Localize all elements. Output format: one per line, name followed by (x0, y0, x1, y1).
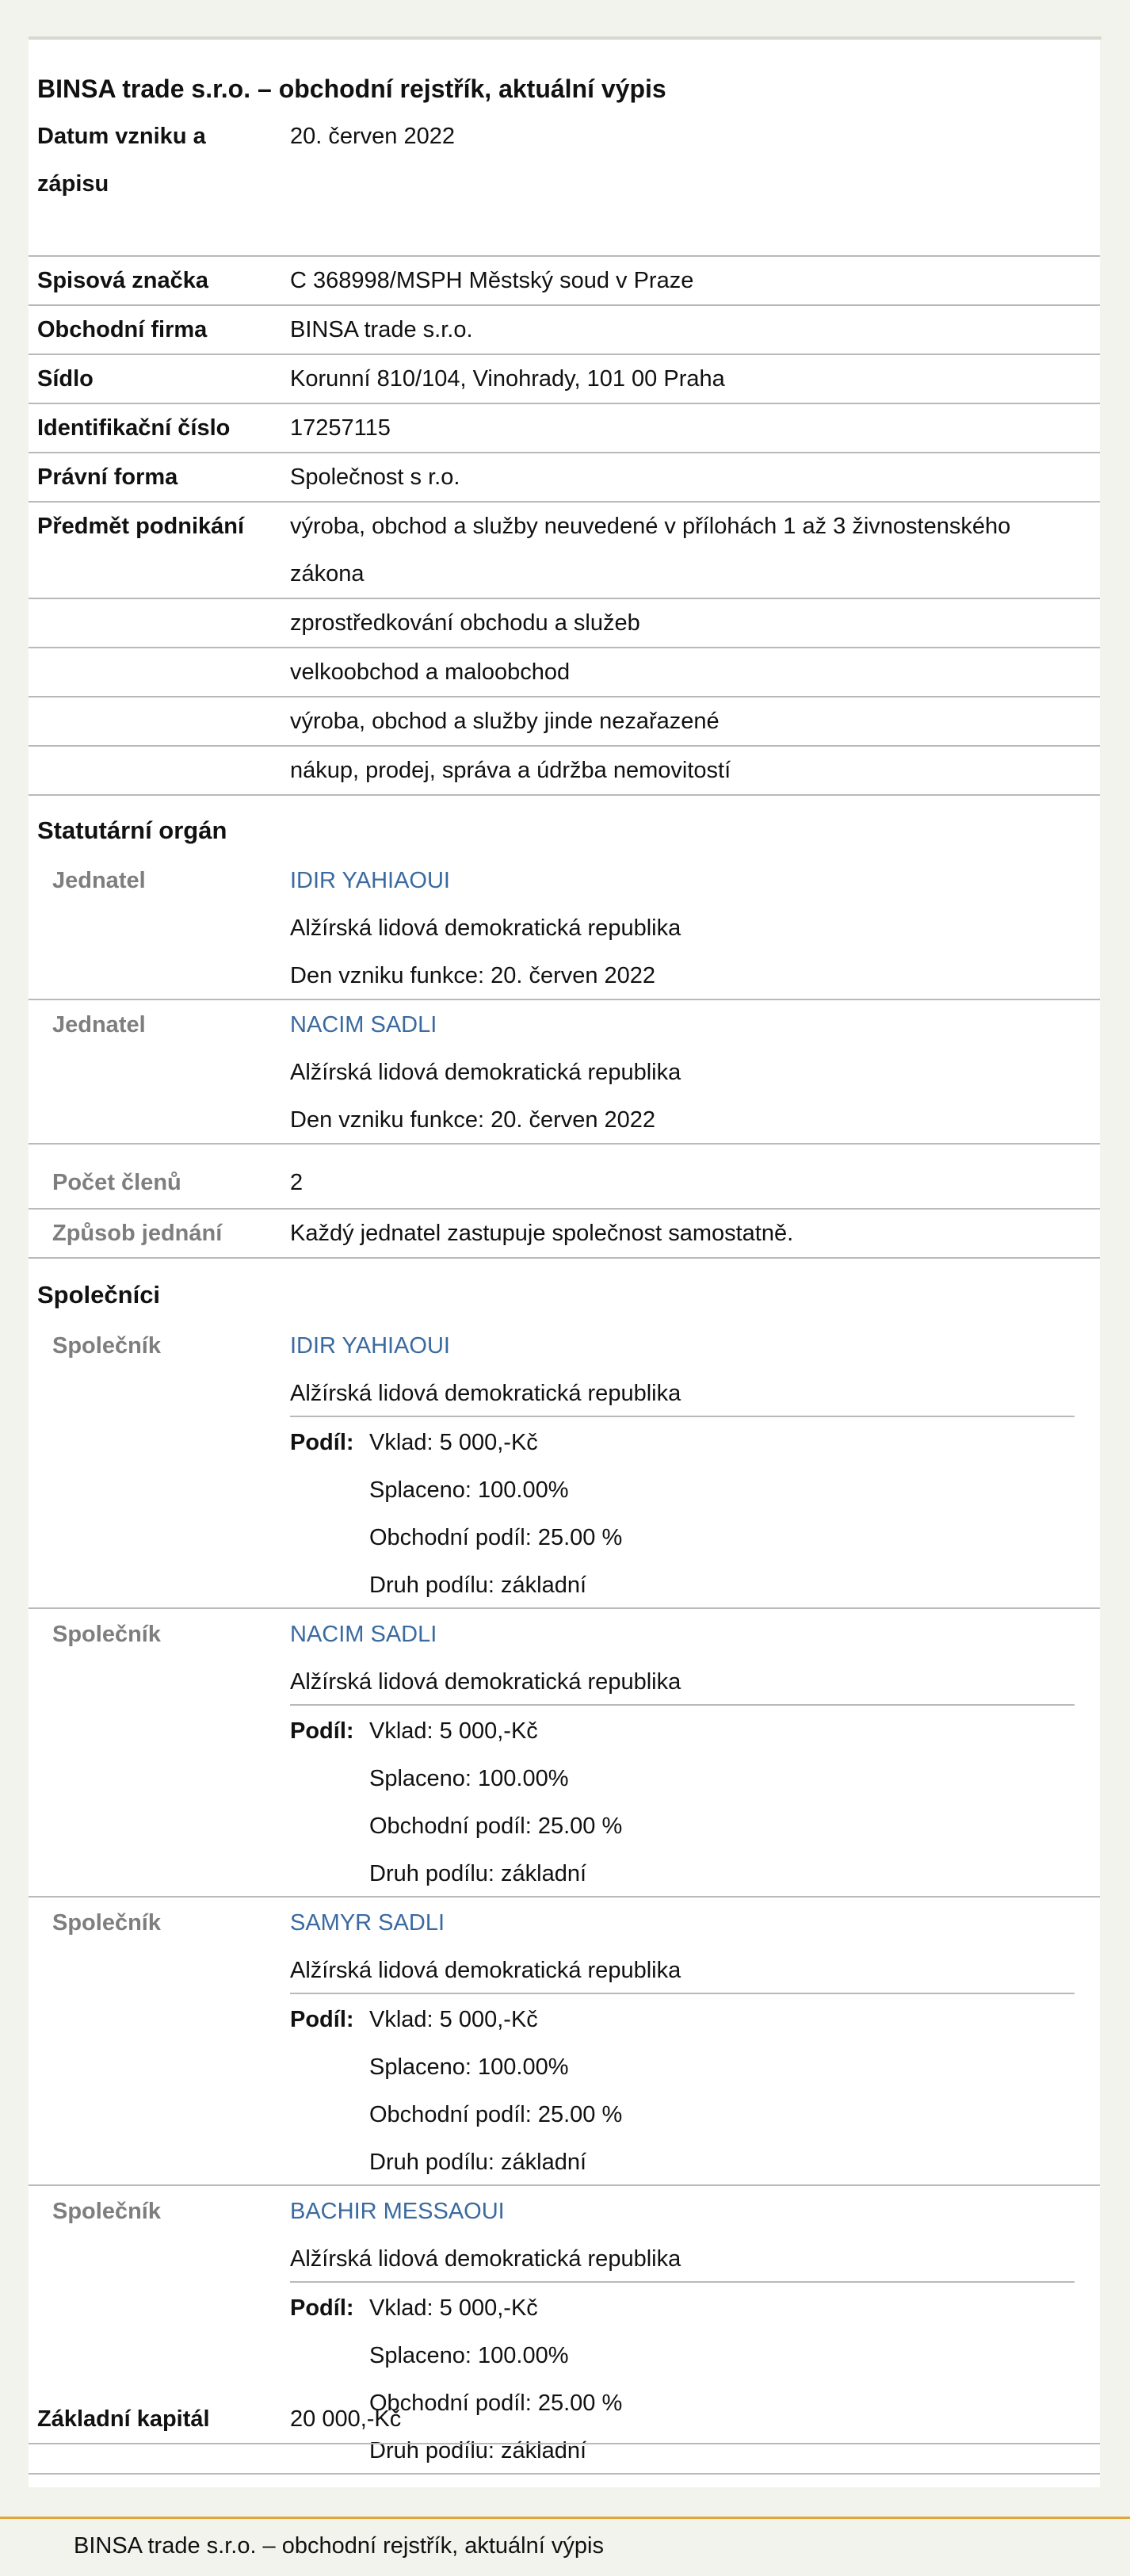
member-role: Jednatel (52, 1012, 146, 1038)
field-value: výroba, obchod a služby jinde nezařazené (290, 709, 720, 734)
field-value: 20. červen 2022 (290, 124, 455, 149)
field-value: velkoobchod a maloobchod (290, 659, 571, 685)
field-value: 20 000,-Kč (290, 2406, 402, 2432)
row-zakladni-kapital (29, 2395, 1100, 2444)
podil-vklad: Vklad: 5 000,-Kč (369, 2295, 538, 2321)
podil-vklad: Vklad: 5 000,-Kč (369, 1718, 538, 1744)
podil-splaceno: Splaceno: 100.00% (369, 1766, 569, 1791)
field-label: Právní forma (37, 464, 178, 490)
field-value: BINSA trade s.r.o. (290, 317, 473, 342)
row-predmet-item (29, 599, 1100, 648)
podil-label: Podíl: (290, 2007, 354, 2032)
podil-label: Podíl: (290, 1718, 354, 1744)
podil-obchodni: Obchodní podíl: 25.00 % (369, 2102, 623, 2127)
partner-block (29, 1898, 1100, 2186)
partner-role: Společník (52, 2199, 161, 2224)
field-value: zprostředkování obchodu a služeb (290, 610, 640, 636)
partner-country: Alžírská lidová demokratická republika (290, 2246, 681, 2272)
row-pravni-forma (29, 453, 1100, 503)
field-value: C 368998/MSPH Městský soud v Praze (290, 268, 694, 293)
row-sidlo (29, 355, 1100, 404)
partner-name-link[interactable]: IDIR YAHIAOUI (290, 1333, 450, 1359)
partner-name-link[interactable]: SAMYR SADLI (290, 1910, 445, 1936)
member-country: Alžírská lidová demokratická republika (290, 915, 681, 941)
field-value: Každý jednatel zastupuje společnost samostatně. (290, 1221, 794, 1246)
podil-vklad: Vklad: 5 000,-Kč (369, 1430, 538, 1455)
partner-name-link[interactable]: NACIM SADLI (290, 1622, 437, 1647)
inner-divider (290, 1993, 1075, 1994)
row-predmet-item (29, 698, 1100, 747)
field-value: Společnost s r.o. (290, 464, 460, 490)
partner-country: Alžírská lidová demokratická republika (290, 1669, 681, 1695)
footer-divider (0, 2517, 1130, 2519)
row-spisova-znacka (29, 257, 1100, 306)
field-label: Základní kapitál (37, 2406, 210, 2432)
partner-role: Společník (52, 1622, 161, 1647)
inner-divider (290, 2281, 1075, 2283)
field-value: nákup, prodej, správa a údržba nemovitostí (290, 758, 731, 783)
field-label: Obchodní firma (37, 317, 208, 342)
member-role: Jednatel (52, 868, 146, 893)
podil-druh: Druh podílu: základní (369, 1861, 587, 1886)
podil-druh: Druh podílu: základní (369, 2150, 587, 2175)
row-predmet-podnikani (29, 503, 1100, 599)
footer-text: BINSA trade s.r.o. – obchodní rejstřík, aktuální výpis (74, 2533, 604, 2559)
field-label: Sídlo (37, 366, 94, 392)
section-heading-statutarni: Statutární orgán (37, 816, 227, 844)
podil-splaceno: Splaceno: 100.00% (369, 1477, 569, 1503)
podil-label: Podíl: (290, 1430, 354, 1455)
field-label: Způsob jednání (52, 1221, 223, 1246)
field-label: Počet členů (52, 1170, 181, 1195)
field-value: 17257115 (290, 415, 391, 441)
row-zpusob-jednani (29, 1210, 1100, 1259)
member-name-link[interactable]: IDIR YAHIAOUI (290, 868, 450, 893)
field-label: Předmět podnikání (37, 514, 245, 539)
registry-extract-card (29, 40, 1100, 2487)
podil-splaceno: Splaceno: 100.00% (369, 2054, 569, 2080)
podil-druh: Druh podílu: základní (369, 1573, 587, 1598)
section-heading-spolecnici: Společníci (37, 1281, 161, 1309)
partner-role: Společník (52, 1333, 161, 1359)
member-country: Alžírská lidová demokratická republika (290, 1060, 681, 1085)
inner-divider (290, 1704, 1075, 1706)
row-predmet-item (29, 648, 1100, 698)
partner-country: Alžírská lidová demokratická republika (290, 1381, 681, 1406)
partner-block (29, 1320, 1100, 1609)
podil-splaceno: Splaceno: 100.00% (369, 2343, 569, 2368)
field-label: Datum vzniku a zápisu (37, 124, 206, 197)
inner-divider (290, 1416, 1075, 1417)
statutory-member (29, 1000, 1100, 1145)
partner-name-link[interactable]: BACHIR MESSAOUI (290, 2199, 505, 2224)
field-value: výroba, obchod a služby neuvedené v přílohách 1 až 3 živnostenského zákona (290, 514, 1011, 587)
member-since: Den vzniku funkce: 20. červen 2022 (290, 963, 656, 988)
field-label: Identifikační číslo (37, 415, 231, 441)
podil-label: Podíl: (290, 2295, 354, 2321)
member-name-link[interactable]: NACIM SADLI (290, 1012, 437, 1038)
partner-country: Alžírská lidová demokratická republika (290, 1958, 681, 1983)
row-predmet-item (29, 747, 1100, 796)
podil-obchodni: Obchodní podíl: 25.00 % (369, 1525, 623, 1550)
member-since: Den vzniku funkce: 20. červen 2022 (290, 1107, 656, 1133)
row-identifikacni-cislo (29, 404, 1100, 453)
field-label: Spisová značka (37, 268, 208, 293)
partner-block (29, 1609, 1100, 1898)
podil-obchodni: Obchodní podíl: 25.00 % (369, 1814, 623, 1839)
page-title: BINSA trade s.r.o. – obchodní rejstřík, aktuální výpis (37, 75, 666, 103)
field-value: 2 (290, 1170, 303, 1195)
partner-role: Společník (52, 1910, 161, 1936)
row-pocet-clenu (29, 1145, 1100, 1210)
statutory-member (29, 856, 1100, 1000)
podil-druh: Druh podílu: základní (369, 2438, 587, 2463)
podil-vklad: Vklad: 5 000,-Kč (369, 2007, 538, 2032)
podil-obchodni: Obchodní podíl: 25.00 % (369, 2391, 623, 2416)
row-datum-vzniku (29, 113, 1100, 257)
field-value: Korunní 810/104, Vinohrady, 101 00 Praha (290, 366, 725, 392)
row-obchodni-firma (29, 306, 1100, 355)
